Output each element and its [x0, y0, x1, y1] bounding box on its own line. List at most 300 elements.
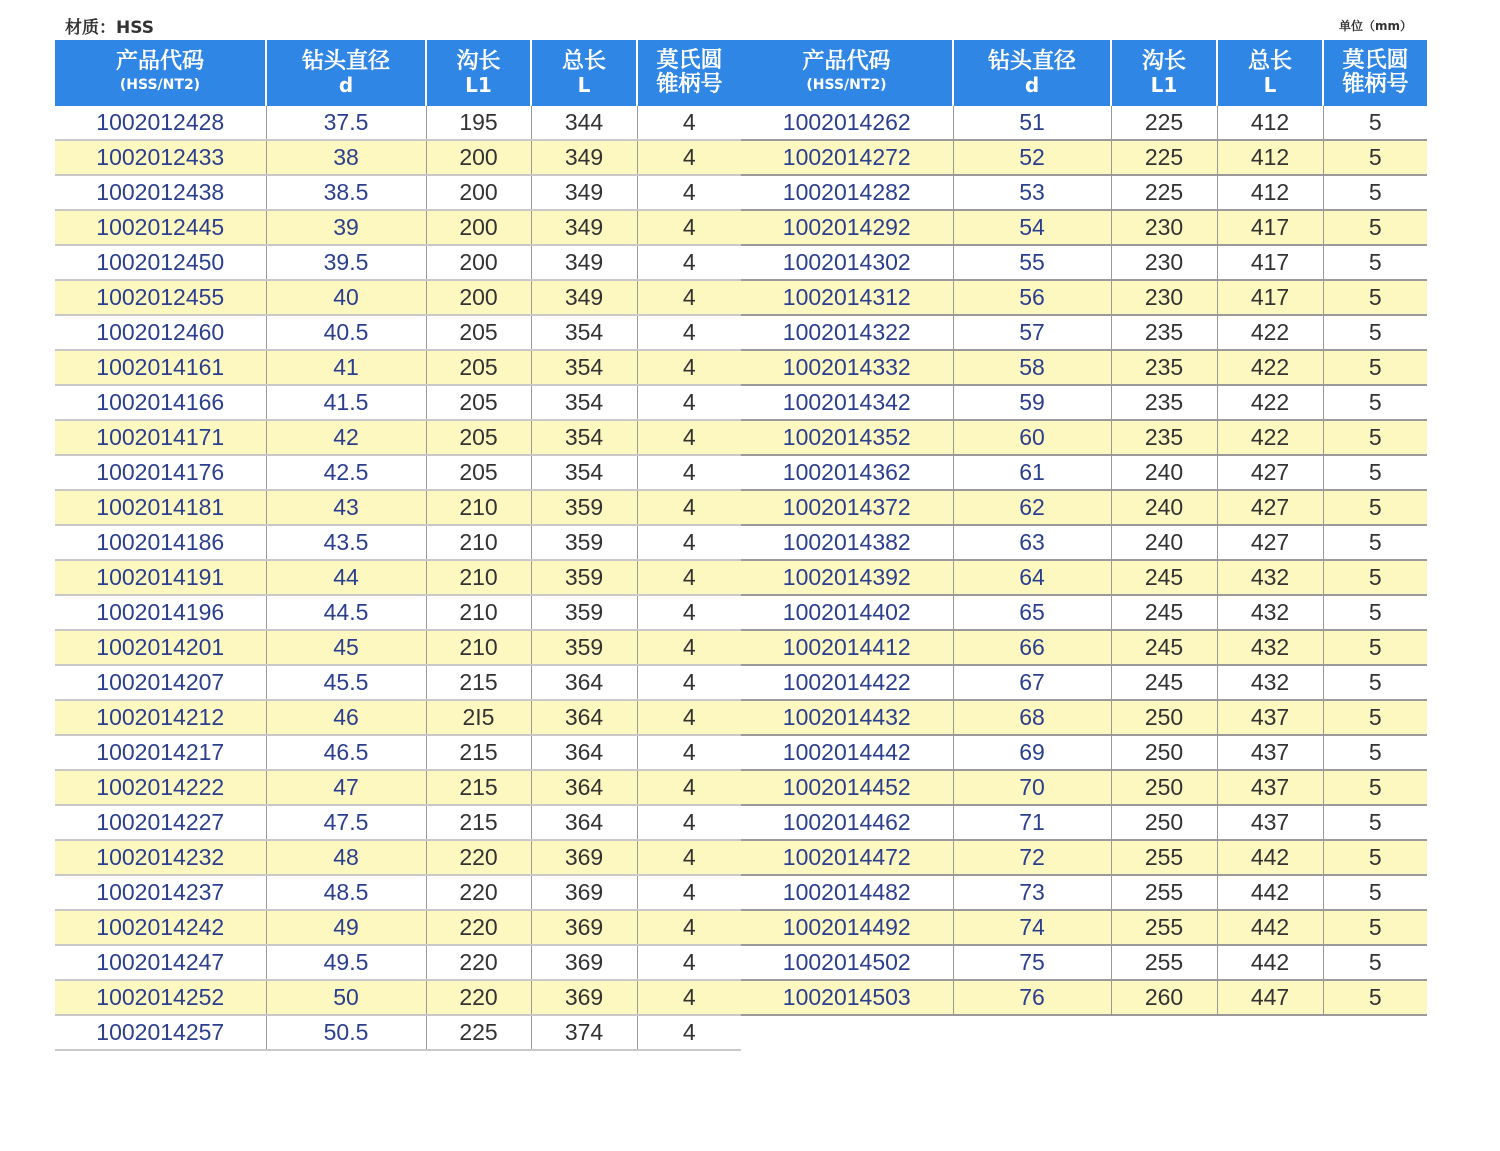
diameter-cell: 43	[266, 490, 426, 525]
morse-taper-cell: 4	[637, 840, 741, 875]
product-code-cell: 1002014191	[55, 560, 266, 595]
total-length-cell: 364	[531, 700, 637, 735]
morse-taper-cell: 5	[1323, 106, 1427, 140]
table-row	[55, 350, 741, 385]
diameter-cell: 54	[953, 210, 1111, 245]
table-row	[741, 140, 1427, 175]
table-row	[741, 840, 1427, 875]
product-code-cell: 1002014482	[741, 875, 953, 910]
morse-taper-cell: 4	[637, 525, 741, 560]
flute-length-cell: 255	[1111, 840, 1217, 875]
morse-taper-cell: 5	[1323, 560, 1427, 595]
col-header-sub: d	[1024, 73, 1040, 97]
morse-taper-cell: 5	[1323, 455, 1427, 490]
total-length-cell: 354	[531, 420, 637, 455]
table-row	[741, 315, 1427, 350]
table-row	[741, 106, 1427, 140]
flute-length-cell: 245	[1111, 665, 1217, 700]
flute-length-cell: 225	[426, 1015, 531, 1050]
morse-taper-cell: 4	[637, 420, 741, 455]
morse-taper-cell: 4	[637, 875, 741, 910]
table-row	[55, 805, 741, 840]
total-length-cell: 437	[1217, 735, 1323, 770]
product-code-cell: 1002014332	[741, 350, 953, 385]
morse-taper-cell: 4	[637, 210, 741, 245]
header-row	[741, 40, 1427, 106]
morse-taper-cell: 5	[1323, 175, 1427, 210]
diameter-cell: 69	[953, 735, 1111, 770]
product-code-cell: 1002014362	[741, 455, 953, 490]
morse-taper-cell: 4	[637, 945, 741, 980]
flute-length-cell: 225	[1111, 106, 1217, 140]
product-code-cell: 1002014196	[55, 595, 266, 630]
diameter-cell: 68	[953, 700, 1111, 735]
morse-taper-cell: 4	[637, 280, 741, 315]
flute-length-cell: 200	[426, 210, 531, 245]
diameter-cell: 59	[953, 385, 1111, 420]
total-length-cell: 442	[1217, 840, 1323, 875]
table-row	[55, 910, 741, 945]
product-code-cell: 1002014171	[55, 420, 266, 455]
diameter-cell: 47	[266, 770, 426, 805]
diameter-cell: 49.5	[266, 945, 426, 980]
flute-length-cell: 255	[1111, 910, 1217, 945]
diameter-cell: 60	[953, 420, 1111, 455]
table-row	[55, 1015, 741, 1050]
product-code-cell: 1002014181	[55, 490, 266, 525]
morse-taper-cell: 5	[1323, 140, 1427, 175]
flute-length-cell: 235	[1111, 385, 1217, 420]
total-length-cell: 374	[531, 1015, 637, 1050]
total-length-cell: 354	[531, 350, 637, 385]
total-length-cell: 432	[1217, 595, 1323, 630]
table-row	[55, 210, 741, 245]
flute-length-cell: 245	[1111, 630, 1217, 665]
table-row	[55, 735, 741, 770]
diameter-cell: 72	[953, 840, 1111, 875]
morse-taper-cell: 5	[1323, 280, 1427, 315]
product-code-cell: 1002014503	[741, 980, 953, 1015]
col-header-main: 沟长	[456, 49, 501, 74]
col-header-main: 产品代码	[115, 49, 204, 74]
product-code-cell: 1002014252	[55, 980, 266, 1015]
product-code-cell: 1002014247	[55, 945, 266, 980]
table-row	[741, 210, 1427, 245]
morse-taper-cell: 5	[1323, 980, 1427, 1015]
product-code-cell: 1002014212	[55, 700, 266, 735]
table-row	[55, 875, 741, 910]
product-code-cell: 1002014392	[741, 560, 953, 595]
product-code-cell: 1002014237	[55, 875, 266, 910]
flute-length-cell: 215	[426, 805, 531, 840]
diameter-cell: 75	[953, 945, 1111, 980]
morse-taper-cell: 5	[1323, 735, 1427, 770]
table-row	[55, 525, 741, 560]
product-code-cell: 1002014186	[55, 525, 266, 560]
col-header-morse-taper	[637, 40, 741, 106]
col-header-main: 总长	[1247, 49, 1292, 74]
flute-length-cell: 200	[426, 175, 531, 210]
morse-taper-cell: 5	[1323, 385, 1427, 420]
total-length-cell: 432	[1217, 630, 1323, 665]
table-row	[55, 630, 741, 665]
flute-length-cell: 205	[426, 350, 531, 385]
table-row	[741, 490, 1427, 525]
col-header-sub: d	[338, 73, 354, 97]
total-length-cell: 349	[531, 280, 637, 315]
col-header-flute-length	[426, 40, 531, 106]
diameter-cell: 42	[266, 420, 426, 455]
flute-length-cell: 205	[426, 315, 531, 350]
product-code-cell: 1002014207	[55, 665, 266, 700]
table-body-left	[55, 106, 741, 1050]
morse-taper-cell: 4	[637, 560, 741, 595]
table-row	[741, 420, 1427, 455]
product-code-cell: 1002014382	[741, 525, 953, 560]
product-code-cell: 1002012460	[55, 315, 266, 350]
flute-length-cell: 230	[1111, 210, 1217, 245]
total-length-cell: 427	[1217, 490, 1323, 525]
product-code-cell: 1002014452	[741, 770, 953, 805]
total-length-cell: 422	[1217, 420, 1323, 455]
morse-taper-cell: 4	[637, 805, 741, 840]
product-code-cell: 1002014222	[55, 770, 266, 805]
flute-length-cell: 220	[426, 840, 531, 875]
flute-length-cell: 205	[426, 420, 531, 455]
product-code-cell: 1002014342	[741, 385, 953, 420]
flute-length-cell: 235	[1111, 350, 1217, 385]
col-header-diameter	[953, 40, 1111, 106]
diameter-cell: 61	[953, 455, 1111, 490]
diameter-cell: 64	[953, 560, 1111, 595]
table-row	[55, 840, 741, 875]
product-code-cell: 1002014257	[55, 1015, 266, 1050]
table-row	[55, 315, 741, 350]
col-header-main: 产品代码	[802, 49, 891, 74]
diameter-cell: 39.5	[266, 245, 426, 280]
morse-taper-cell: 4	[637, 980, 741, 1015]
unit-label: 单位（mm）	[1338, 19, 1412, 33]
product-code-cell: 1002014242	[55, 910, 266, 945]
flute-length-cell: 220	[426, 910, 531, 945]
table-row	[741, 910, 1427, 945]
spec-table-left	[55, 40, 741, 1051]
flute-length-cell: 215	[426, 735, 531, 770]
flute-length-cell: 230	[1111, 245, 1217, 280]
col-header-total-length	[531, 40, 637, 106]
flute-length-cell: 230	[1111, 280, 1217, 315]
total-length-cell: 422	[1217, 350, 1323, 385]
table-row	[55, 770, 741, 805]
product-code-cell: 1002014352	[741, 420, 953, 455]
flute-length-cell: 200	[426, 140, 531, 175]
table-row	[741, 245, 1427, 280]
col-header-diameter	[266, 40, 426, 106]
product-code-cell: 1002012438	[55, 175, 266, 210]
total-length-cell: 364	[531, 665, 637, 700]
diameter-cell: 41.5	[266, 385, 426, 420]
morse-taper-cell: 5	[1323, 875, 1427, 910]
total-length-cell: 359	[531, 490, 637, 525]
morse-taper-cell: 5	[1323, 420, 1427, 455]
morse-taper-cell: 4	[637, 910, 741, 945]
spec-table-right	[741, 40, 1427, 1016]
table-row	[55, 700, 741, 735]
diameter-cell: 44.5	[266, 595, 426, 630]
table-row	[741, 525, 1427, 560]
diameter-cell: 70	[953, 770, 1111, 805]
total-length-cell: 417	[1217, 245, 1323, 280]
morse-taper-cell: 4	[637, 140, 741, 175]
diameter-cell: 38.5	[266, 175, 426, 210]
diameter-cell: 63	[953, 525, 1111, 560]
table-row	[55, 245, 741, 280]
morse-taper-cell: 5	[1323, 630, 1427, 665]
table-row	[55, 175, 741, 210]
table-row	[741, 945, 1427, 980]
flute-length-cell: 260	[1111, 980, 1217, 1015]
morse-taper-cell: 4	[637, 770, 741, 805]
morse-taper-cell: 5	[1323, 490, 1427, 525]
product-code-cell: 1002014422	[741, 665, 953, 700]
product-code-cell: 1002014322	[741, 315, 953, 350]
morse-taper-cell: 4	[637, 175, 741, 210]
flute-length-cell: 250	[1111, 735, 1217, 770]
diameter-cell: 66	[953, 630, 1111, 665]
diameter-cell: 47.5	[266, 805, 426, 840]
diameter-cell: 45	[266, 630, 426, 665]
col-header-flute-length	[1111, 40, 1217, 106]
col-header-main: 钻头直径	[987, 49, 1076, 74]
col-header-main: 锥柄号	[1342, 72, 1409, 97]
product-code-cell: 1002014217	[55, 735, 266, 770]
diameter-cell: 50	[266, 980, 426, 1015]
product-code-cell: 1002014282	[741, 175, 953, 210]
flute-length-cell: 210	[426, 560, 531, 595]
diameter-cell: 42.5	[266, 455, 426, 490]
total-length-cell: 359	[531, 525, 637, 560]
total-length-cell: 442	[1217, 875, 1323, 910]
table-row	[55, 945, 741, 980]
morse-taper-cell: 4	[637, 735, 741, 770]
flute-length-cell: 200	[426, 245, 531, 280]
table-row	[741, 735, 1427, 770]
total-length-cell: 369	[531, 980, 637, 1015]
product-code-cell: 1002014492	[741, 910, 953, 945]
total-length-cell: 412	[1217, 140, 1323, 175]
flute-length-cell: 255	[1111, 875, 1217, 910]
table-row	[741, 980, 1427, 1015]
total-length-cell: 447	[1217, 980, 1323, 1015]
morse-taper-cell: 5	[1323, 770, 1427, 805]
table-row	[55, 595, 741, 630]
product-code-cell: 1002014432	[741, 700, 953, 735]
col-header-main: 钻头直径	[301, 49, 390, 74]
flute-length-cell: 235	[1111, 315, 1217, 350]
diameter-cell: 40.5	[266, 315, 426, 350]
total-length-cell: 437	[1217, 805, 1323, 840]
total-length-cell: 369	[531, 910, 637, 945]
col-header-main: 锥柄号	[656, 72, 723, 97]
table-row	[741, 385, 1427, 420]
flute-length-cell: 220	[426, 945, 531, 980]
table-row	[741, 700, 1427, 735]
diameter-cell: 40	[266, 280, 426, 315]
morse-taper-cell: 5	[1323, 665, 1427, 700]
header-row	[55, 40, 741, 106]
table-row	[55, 665, 741, 700]
table-row	[741, 770, 1427, 805]
diameter-cell: 65	[953, 595, 1111, 630]
morse-taper-cell: 4	[637, 315, 741, 350]
col-header-morse-taper	[1323, 40, 1427, 106]
diameter-cell: 45.5	[266, 665, 426, 700]
morse-taper-cell: 4	[637, 1015, 741, 1050]
diameter-cell: 52	[953, 140, 1111, 175]
product-code-cell: 1002014412	[741, 630, 953, 665]
diameter-cell: 55	[953, 245, 1111, 280]
product-code-cell: 1002014166	[55, 385, 266, 420]
morse-taper-cell: 4	[637, 385, 741, 420]
diameter-cell: 48	[266, 840, 426, 875]
product-code-cell: 1002014201	[55, 630, 266, 665]
table-row	[741, 175, 1427, 210]
product-code-cell: 1002012455	[55, 280, 266, 315]
morse-taper-cell: 4	[637, 350, 741, 385]
morse-taper-cell: 4	[637, 490, 741, 525]
total-length-cell: 437	[1217, 700, 1323, 735]
total-length-cell: 359	[531, 560, 637, 595]
product-code-cell: 1002014161	[55, 350, 266, 385]
flute-length-cell: 205	[426, 455, 531, 490]
product-code-cell: 1002014176	[55, 455, 266, 490]
product-code-cell: 1002014292	[741, 210, 953, 245]
morse-taper-cell: 5	[1323, 315, 1427, 350]
total-length-cell: 344	[531, 106, 637, 140]
product-code-cell: 1002014272	[741, 140, 953, 175]
product-code-cell: 1002012445	[55, 210, 266, 245]
morse-taper-cell: 5	[1323, 840, 1427, 875]
morse-taper-cell: 5	[1323, 910, 1427, 945]
flute-length-cell: 215	[426, 665, 531, 700]
product-code-cell: 1002014462	[741, 805, 953, 840]
diameter-cell: 71	[953, 805, 1111, 840]
product-code-cell: 1002014302	[741, 245, 953, 280]
total-length-cell: 364	[531, 770, 637, 805]
diameter-cell: 46	[266, 700, 426, 735]
morse-taper-cell: 5	[1323, 805, 1427, 840]
col-header-sub: L	[1263, 73, 1277, 97]
diameter-cell: 38	[266, 140, 426, 175]
product-code-cell: 1002014502	[741, 945, 953, 980]
table-row	[55, 455, 741, 490]
diameter-cell: 62	[953, 490, 1111, 525]
flute-length-cell: 225	[1111, 175, 1217, 210]
total-length-cell: 349	[531, 210, 637, 245]
flute-length-cell: 240	[1111, 490, 1217, 525]
total-length-cell: 364	[531, 735, 637, 770]
col-header-main: 莫氏圆	[656, 48, 723, 73]
diameter-cell: 51	[953, 106, 1111, 140]
total-length-cell: 442	[1217, 910, 1323, 945]
flute-length-cell: 220	[426, 980, 531, 1015]
table-row	[55, 980, 741, 1015]
diameter-cell: 56	[953, 280, 1111, 315]
diameter-cell: 48.5	[266, 875, 426, 910]
col-header-sub: L1	[1150, 73, 1178, 97]
diameter-cell: 46.5	[266, 735, 426, 770]
total-length-cell: 432	[1217, 665, 1323, 700]
table-row	[55, 385, 741, 420]
table-row	[55, 106, 741, 140]
col-header-sub: L1	[465, 73, 492, 97]
flute-length-cell: 210	[426, 525, 531, 560]
col-header-code	[741, 40, 953, 106]
table-row	[741, 630, 1427, 665]
morse-taper-cell: 4	[637, 595, 741, 630]
diameter-cell: 39	[266, 210, 426, 245]
flute-length-cell: 2I5	[426, 700, 531, 735]
product-code-cell: 1002014472	[741, 840, 953, 875]
flute-length-cell: 255	[1111, 945, 1217, 980]
morse-taper-cell: 4	[637, 455, 741, 490]
flute-length-cell: 240	[1111, 525, 1217, 560]
total-length-cell: 412	[1217, 106, 1323, 140]
total-length-cell: 417	[1217, 280, 1323, 315]
col-header-total-length	[1217, 40, 1323, 106]
total-length-cell: 422	[1217, 385, 1323, 420]
table-row	[741, 805, 1427, 840]
table-row	[741, 595, 1427, 630]
diameter-cell: 58	[953, 350, 1111, 385]
flute-length-cell: 225	[1111, 140, 1217, 175]
flute-length-cell: 220	[426, 875, 531, 910]
col-header-main: 总长	[561, 49, 606, 74]
flute-length-cell: 210	[426, 595, 531, 630]
morse-taper-cell: 4	[637, 665, 741, 700]
product-code-cell: 1002014227	[55, 805, 266, 840]
product-code-cell: 1002012450	[55, 245, 266, 280]
table-row	[741, 560, 1427, 595]
diameter-cell: 43.5	[266, 525, 426, 560]
table-row	[55, 560, 741, 595]
diameter-cell: 50.5	[266, 1015, 426, 1050]
flute-length-cell: 200	[426, 280, 531, 315]
total-length-cell: 359	[531, 595, 637, 630]
total-length-cell: 354	[531, 455, 637, 490]
product-code-cell: 1002014442	[741, 735, 953, 770]
col-header-main: 沟长	[1141, 49, 1186, 74]
morse-taper-cell: 4	[637, 245, 741, 280]
table-row	[741, 665, 1427, 700]
total-length-cell: 427	[1217, 525, 1323, 560]
morse-taper-cell: 5	[1323, 245, 1427, 280]
morse-taper-cell: 5	[1323, 350, 1427, 385]
flute-length-cell: 210	[426, 490, 531, 525]
total-length-cell: 369	[531, 840, 637, 875]
product-code-cell: 1002014312	[741, 280, 953, 315]
morse-taper-cell: 5	[1323, 210, 1427, 245]
table-row	[741, 455, 1427, 490]
morse-taper-cell: 5	[1323, 945, 1427, 980]
table-row	[55, 420, 741, 455]
total-length-cell: 422	[1217, 315, 1323, 350]
total-length-cell: 412	[1217, 175, 1323, 210]
material-label: 材质：HSS	[65, 18, 154, 38]
col-header-code	[55, 40, 266, 106]
col-header-main: 莫氏圆	[1342, 48, 1409, 73]
diameter-cell: 73	[953, 875, 1111, 910]
